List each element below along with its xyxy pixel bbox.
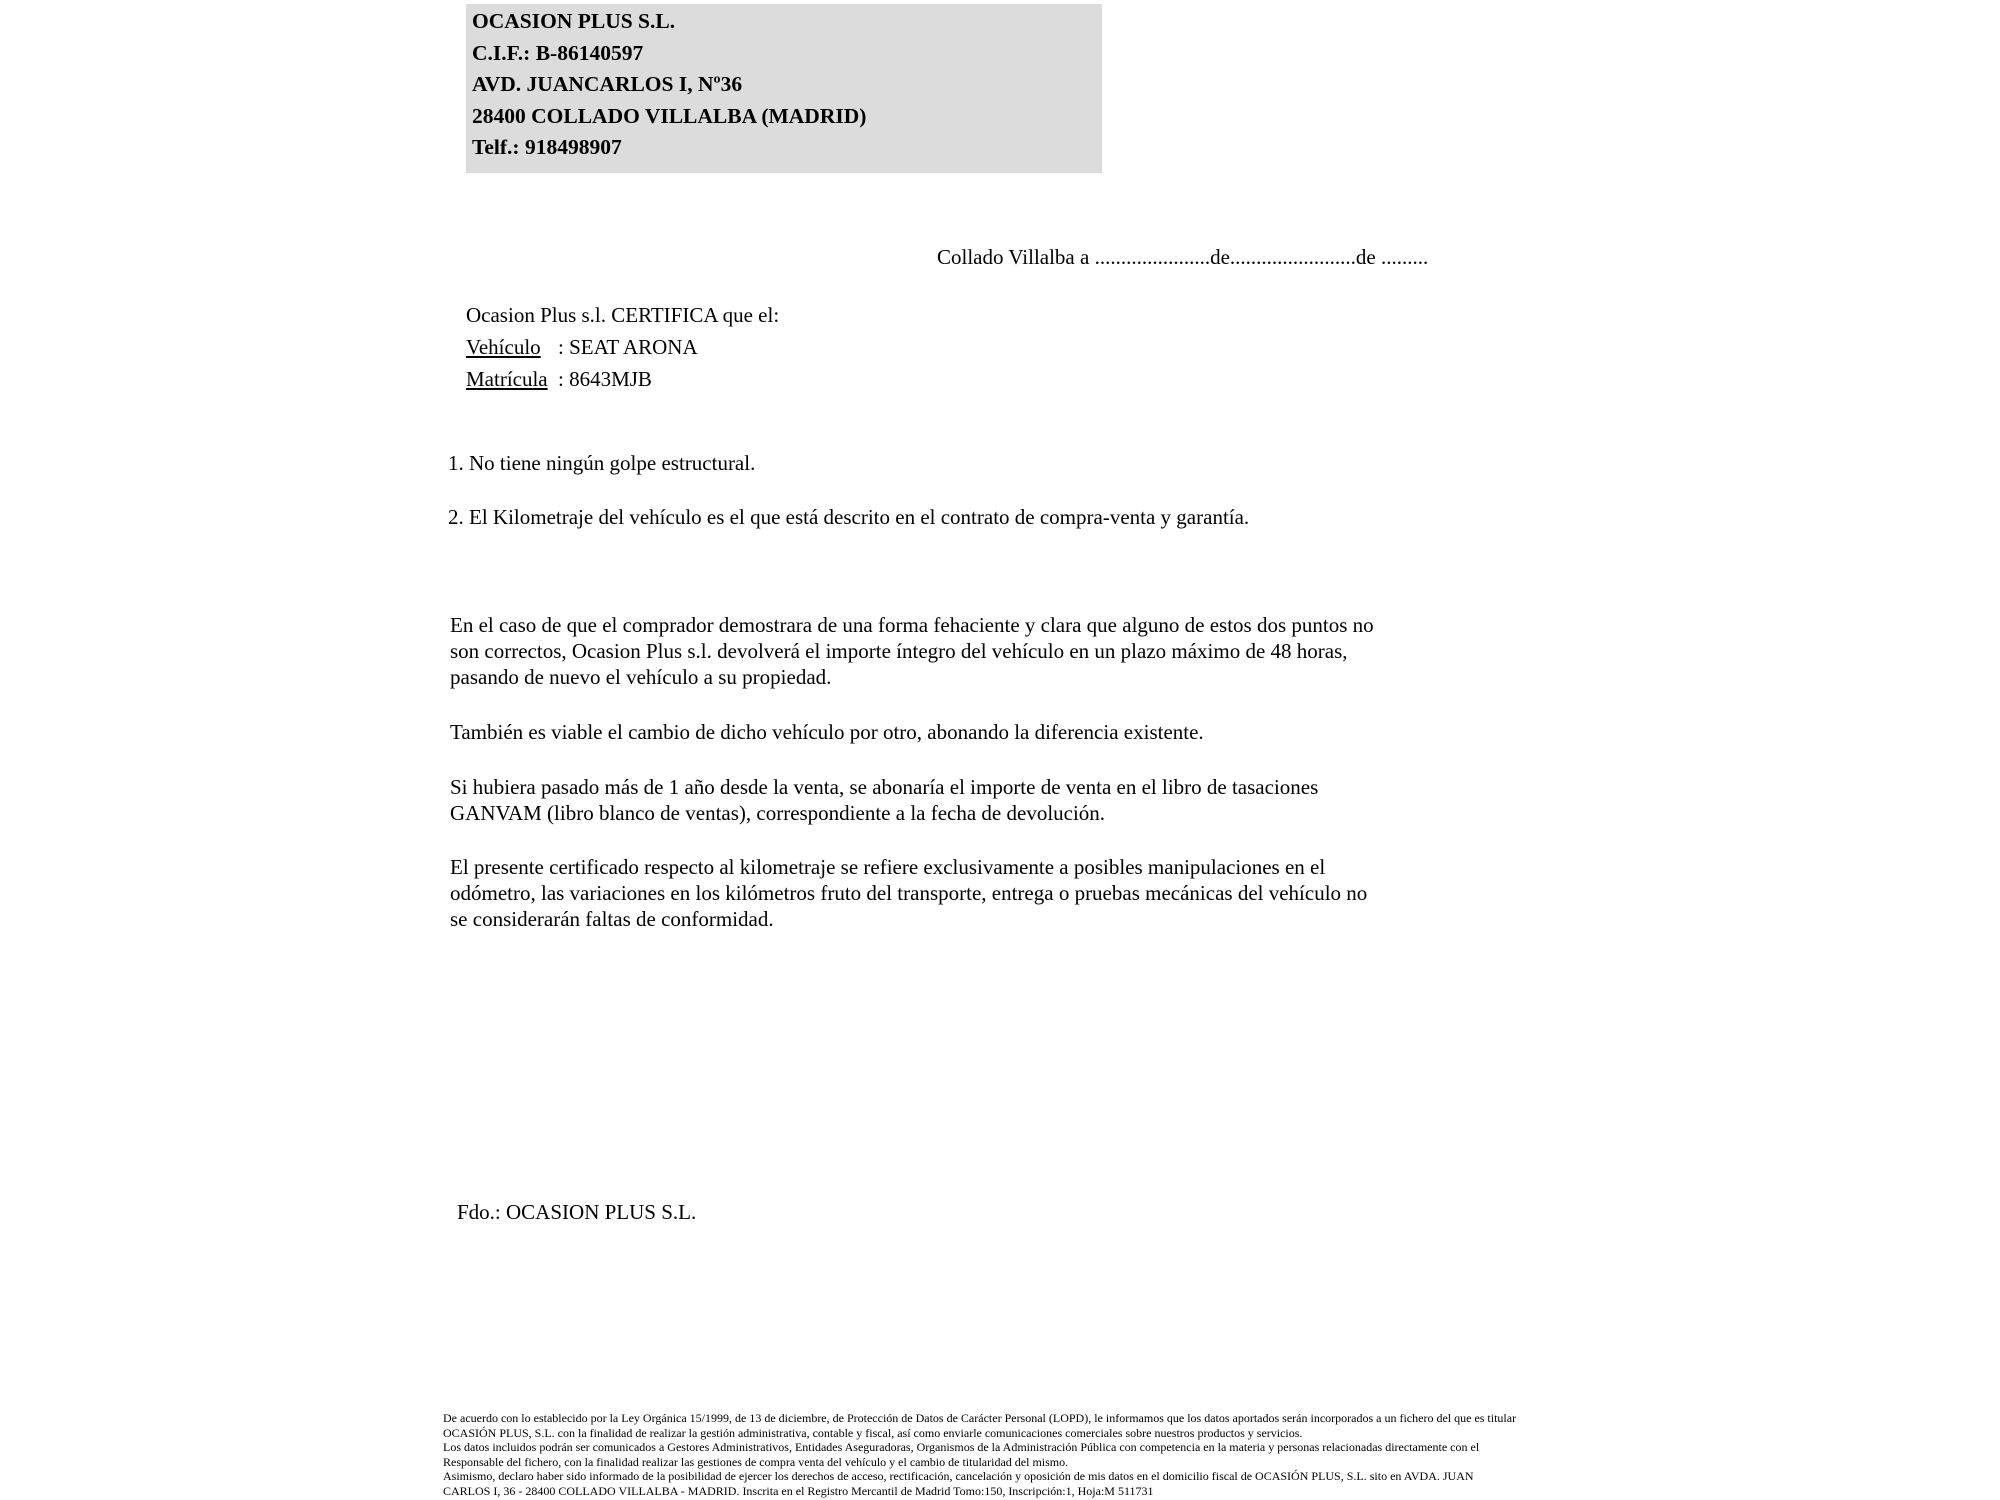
paragraph-line: También es viable el cambio de dicho vehículo por otro, abonando la diferencia existente. xyxy=(450,720,1204,744)
vehicle-value: : SEAT ARONA xyxy=(558,335,698,359)
company-name: OCASION PLUS S.L. xyxy=(472,9,676,33)
paragraph-line: En el caso de que el comprador demostrara de una forma fehaciente y clara que alguno de estos dos puntos no xyxy=(450,613,1374,637)
condition-mileage: 2. El Kilometraje del vehículo es el que está descrito en el contrato de compra-venta y garantía. xyxy=(448,505,1250,529)
legal-line: Asimismo, declaro haber sido informado de la posibilidad de ejercer los derechos de acceso, rectificación, cancelación y oposición de mis datos en el domicilio fiscal de OCASIÓN PLUS, S.L. sito en AVDA. JUAN xyxy=(443,1469,1474,1484)
legal-line: Responsable del fichero, con la finalidad realizar las gestiones de compra venta del vehículo y el cambio de titularidad del mismo. xyxy=(443,1454,1069,1469)
plate-row xyxy=(466,363,779,395)
paragraph-line: pasando de nuevo el vehículo a su propiedad. xyxy=(450,665,832,689)
company-city: 28400 COLLADO VILLALBA (MADRID) xyxy=(472,103,867,128)
company-header xyxy=(466,4,1102,173)
paragraph-line: son correctos, Ocasion Plus s.l. devolverá el importe íntegro del vehículo en un plazo máximo de 48 horas, xyxy=(450,639,1348,663)
legal-line: Los datos incluidos podrán ser comunicados a Gestores Administrativos, Entidades Aseguradoras, Organismos de la Administración Pública con competencia en la materia y personas relacionadas directamente con el xyxy=(443,1440,1480,1455)
vehicle-row xyxy=(466,331,779,363)
certify-heading: Ocasion Plus s.l. CERTIFICA que el: xyxy=(466,303,780,327)
company-phone: Telf.: 918498907 xyxy=(472,135,622,159)
plate-value: : 8643MJB xyxy=(558,367,652,391)
paragraph-line: odómetro, las variaciones en los kilómetros fruto del transporte, entrega o pruebas mecánicas del vehículo no xyxy=(450,881,1368,905)
legal-line: De acuerdo con lo establecido por la Ley Orgánica 15/1999, de 13 de diciembre, de Protección de Datos de Carácter Personal (LOPD), le informamos que los datos aportados serán incorporados a un fichero del que es titular xyxy=(443,1411,1517,1425)
paragraph-line: Si hubiera pasado más de 1 año desde la venta, se abonaría el importe de venta en el libro de tasaciones xyxy=(450,775,1319,799)
paragraph-line: se considerarán faltas de conformidad. xyxy=(450,907,774,931)
paragraph-exchange xyxy=(450,719,1204,745)
plate-label: Matrícula xyxy=(466,367,548,391)
legal-notice xyxy=(443,1411,1563,1499)
paragraph-line: GANVAM (libro blanco de ventas), correspondiente a la fecha de devolución. xyxy=(450,801,1106,825)
paragraph-line: El presente certificado respecto al kilometraje se refiere exclusivamente a posibles manipulaciones en el xyxy=(450,855,1326,879)
date-line: Collado Villalba a ......................de........................de ......... xyxy=(937,245,1429,269)
certify-block xyxy=(466,299,779,395)
vehicle-label: Vehículo xyxy=(466,335,541,359)
company-address: AVD. JUANCARLOS I, Nº36 xyxy=(472,72,743,96)
paragraph-ganvam xyxy=(450,774,1318,826)
legal-line: OCASIÓN PLUS, S.L. con la finalidad de realizar la gestión administrativa, contable y fiscal, así como enviarle comunicaciones comerciales sobre nuestros productos y servicios. xyxy=(443,1425,1303,1440)
paragraph-refund xyxy=(450,612,1374,690)
conditions-list xyxy=(448,450,1249,530)
condition-structural: 1. No tiene ningún golpe estructural. xyxy=(448,451,756,475)
legal-line: CARLOS I, 36 - 28400 COLLADO VILLALBA - MADRID. Inscrita en el Registro Mercantil de Madrid Tomo:150, Inscripción:1, Hoja:M 511731 xyxy=(443,1483,1154,1498)
company-cif: C.I.F.: B-86140597 xyxy=(472,40,644,65)
signature-line: Fdo.: OCASION PLUS S.L. xyxy=(457,1200,697,1224)
paragraph-odometer xyxy=(450,854,1367,932)
